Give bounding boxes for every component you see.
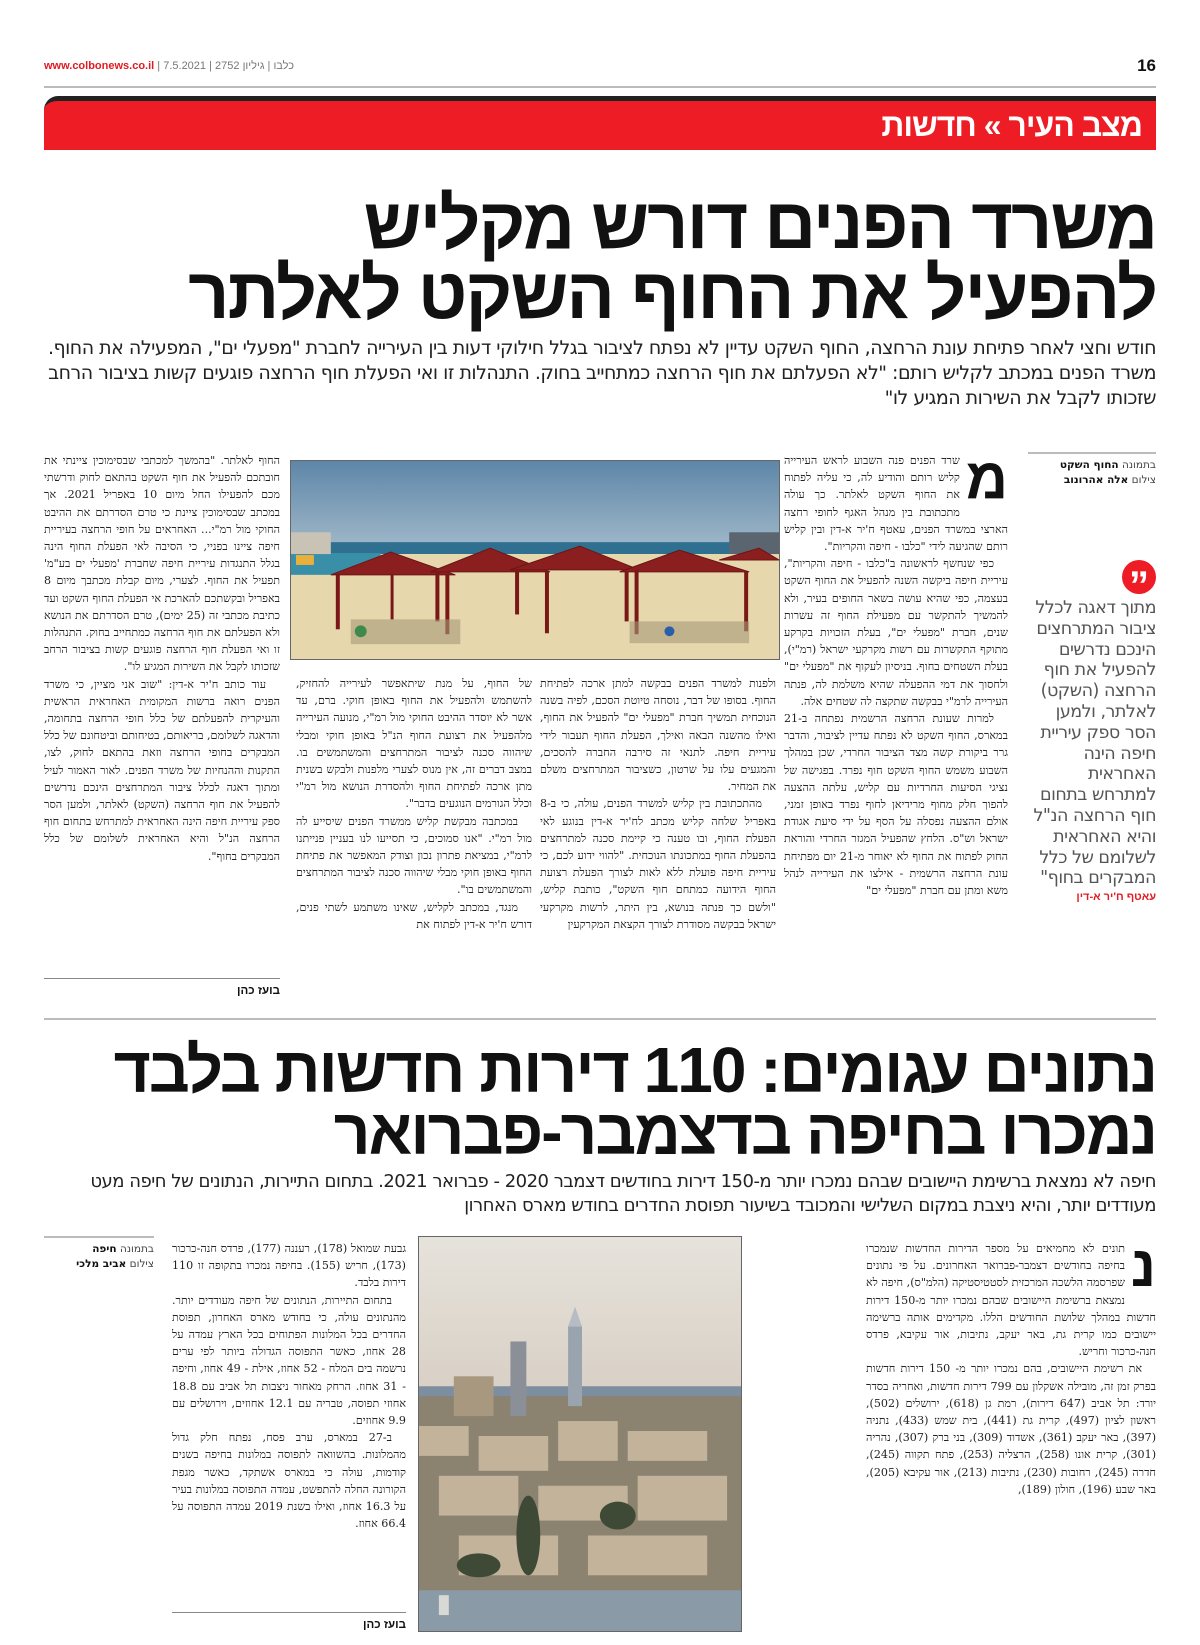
- caption-subject: חיפה: [92, 1243, 117, 1255]
- paragraph: החוף לאלתר. "בהמשך למכתבי שבסימוכין ציינתי את חובתכם להפעיל את חוף השקט בהתאם לחוק ודרשתי מכם להפעילו החל מיום 10 באפריל 2021. אך במכתב שבסימוכין ציינת כי טרם הסדרתם את ההיבט החוקי מול רמ"י... האחראים על חופי הרחצה בעיריית חיפה ציינו בפניי, כי הסיבה לאי הפעלת החוף הינה בגלל התנגדות עיריית חיפה שחברת 'מפעלי ים בע"מ' תפעיל את החוף. לצערי, מיום קבלת מכתבך מיום 8 באפריל ובקשתכם להארכת אי הפעלת החוף השקט ועד כתיבת מכתבי זה (25 ימים), טרם הסדרתם את הנושא ולא הפעלתם את חוף הרחצה כמתחייב בחוק. התנהלות זו ואי הפעלת חוף הרחצה פוגעים קשות בציבור הרחב שזכותו לקבל את השירות המגיע לו".: [44, 454, 280, 674]
- section-banner: [44, 96, 1156, 150]
- article1-headline-line1: משרד הפנים דורש מקליש: [363, 184, 1156, 264]
- paragraph: עוד כותב ח'יר א-דין: "שוב אני מציין, כי משרד הפנים רואה ברשות המקומית האחראית הראשית והעיקרית להפעלתם של כלל חופי הרחצה בתחומה, והדאגה לשלומם, בריאותם, בטיחותם וביטחונם של כלל המבקרים בחופי הרחצה וזאת בהתאם לחוק, לצו, התקנות וההנחיות של משרד הפנים. לאור האמור לעיל ומתוך דאגה לכלל ציבור המתרחצים הינכם נדרשים להפעיל את חוף הרחצה (השקט) לאלתר, ולמען הסר ספק עיריית חיפה הינה האחראית למתרחש בתחום חוף הרחצה הנ"ל והיא האחראית לשלומם של כלל המבקרים בחוף".: [44, 677, 280, 863]
- paragraph: ב-27 במארס, ערב פסח, נפתח חלק גדול מהמלונות. בהשוואה לתפוסה במלונות בחיפה בשנים קודמות, עולה כי במארס אשתקד, כאשר מגפת הקורונה החלה להתפשט, עמדה התפוסה במלונות בעיר על 16.3 אחוז, ואילו בשנת 2019 עמדה התפוסה על 66.4 אחוז.: [172, 1431, 406, 1531]
- site-url[interactable]: www.colbonews.co.il: [44, 60, 155, 72]
- issue-info: | כלבו | גיליון 2752 | 7.5.2021: [154, 60, 295, 72]
- article2-column-1: [866, 1240, 1156, 1635]
- pull-quote-text: מתוך דאגה לכלל ציבור המתרחצים הינכם נדרשים להפעיל את חוף הרחצה (השקט) לאלתר, ולמען הסר ספק עיריית חיפה הינה האחראית למתרחש בתחום חוף הרחצה הנ"ל והיא האחראית לשלומם של כלל המבקרים בחוף": [1033, 598, 1156, 889]
- paragraph: מהתכתובת בין קליש למשרד הפנים, עולה, כי ב-8 באפריל שלחה קליש מכתב לח'יר א-דין בנוגע לאי הפעלת החוף, ובו טענה כי קיימת סכנה למתרחצים בהפעלת החוף במתכונתו הנוכחית. "להווי ידוע לכם, כי עיריית חיפה פועלת ללא לאות לצורך הפעלת רצועת החוף הידועה כמתחם חוף השקט", כותבת קליש, "ולשם כך פנתה בנושא, בין היתר, לרשות מקרקעי ישראל בבקשה מסודרת לצורך הקצאת המקרקעין: [540, 797, 776, 931]
- haifa-photo: [418, 1236, 742, 1632]
- paragraph: מנגד, במכתב לקליש, שאינו משתמע לשתי פנים, דורש ח'יר א-דין לפתוח את: [296, 900, 532, 931]
- caption-label: בתמונה: [1121, 459, 1156, 471]
- drop-cap: מ: [965, 452, 1008, 511]
- page-header: [44, 56, 1156, 78]
- paragraph: כפי שנחשף לראשונה ב"כלבו - חיפה והקריות", עיריית חיפה ביקשה השנה להפעיל את החוף השקט בעצמה, כפי שהיא עושה בשאר החופים בעיר, ולא להמשיך להתקשר עם מפעילת החוף זה עשרות שנים, חברת "מפעלי ים", בעלת הזכויות בקרקע מתוקף התקשרות עם רשות מקרקעי ישראל (רמ"י), בעלת השטחים בחוף. בניסיון לעקוף את "מפעלי ים" ולחסוך את דמי ההפעלה שהיא משלמת לה, פנתה העירייה לרמ"י בבקשה שתקצה לה שטחים אלה.: [784, 557, 1008, 708]
- section-label: מצב העיר » חדשות: [881, 107, 1142, 143]
- drop-cap: נ: [1130, 1240, 1156, 1299]
- article1-deck: חודש וחצי לאחר פתיחת עונת הרחצה, החוף השקט עדיין לא נפתח לציבור בגלל חילוקי דעות בין העירייה לחברת "מפעלי ים", המפעילה את החוף. משרד הפנים במכתב לקליש רותם: "לא הפעלתם את חוף הרחצה כמתחייב בחוק. התנהלות זו ואי הפעלת חוף הרחצה פוגעים קשות בציבור הרחב שזכותו לקבל את השירות המגיע לו": [47, 337, 1156, 409]
- paragraph: של החוף, על מנת שיתאפשר לעירייה להחזיק, להשתמש ולהפעיל את החוף באופן חוקי. ברם, עד אשר לא יוסדר ההיבט החוקי מול רמ"י, מנועה העירייה מלהפעיל את רצועת החוף הנ"ל באופן חוקי ומבלי שיהווה סכנה לציבור המתרחצים והמשתמשים בו. במצב דברים זה, אין מנוס לצערי מלפנות ולבקש בשנית מתן ארכה לפתיחת החוף ולהסדרת הנושא מול רמ"י וכלל הגורמים הנוגעים בדבר".: [296, 677, 532, 811]
- paragraph: גבעת שמואל (178), רעננה (177), פרדס חנה-כרכור (173), חריש (155). בחיפה נמכרו בתקופה זו 110 דירות בלבד.: [172, 1242, 406, 1290]
- article1-column-1: [784, 452, 1008, 996]
- caption-label: צילום: [1131, 474, 1156, 486]
- article1-photo-caption: [1028, 452, 1156, 488]
- pull-quote-author: עאטף ח'יר א-דין: [1076, 891, 1156, 904]
- quote-mark-icon: ”: [1122, 560, 1156, 594]
- beach-image: [291, 461, 779, 659]
- article2-deck: חיפה לא נמצאת ברשימת היישובים שבהם נמכרו יותר מ-150 דירות בחודשים דצמבר 2020 - פברואר 2021. בתחום התיירות, הנתונים של חיפה מעט מעודדים יותר, והיא ניצבת במקום השלישי והמכובד בשיעור תפוסת החדרים בחודש מארס האחרון: [90, 1171, 1156, 1216]
- header-rule: [44, 86, 1156, 88]
- article2-photo-caption: [44, 1236, 154, 1272]
- haifa-cityscape-image: [419, 1237, 741, 1631]
- paragraph: את רשימת היישובים, בהם נמכרו יותר מ- 150 דירות חדשות בפרק זמן זה, מובילה אשקלון עם 799 דירות חדשות, ואחריה בסדר יורד: תל אביב (647 דירות), רמת גן (618), ירושלים (502), ראשון לציון (497), קרית גת (441), בית שמש (433), נתניה (397), באר יעקב (361), אשדוד (309), בני ברק (307), נהריה (301), קרית אונו (258), הרצליה (253), פתח תקווה (245), חדרה (245), רחובות (230), נתיבות (213), אור עקיבא (205), באר שבע (196), חולון (189),: [866, 1362, 1156, 1496]
- article1-column-2: [540, 675, 776, 995]
- article2-headline-line1: נתונים עגומים: 110 דירות חדשות בלבד: [113, 1034, 1156, 1106]
- paragraph: במכתבה מבקשת קליש ממשרד הפנים שיסייע לה מול רמ"י. "אנו סמוכים, כי תסייעו לנו בעניין פנייתנו לרמ"י, במציאת פתרון נכון וצודק המאפשר את פתיחת החוף באופן חוקי מבלי שיהווה סכנה לציבור המתרחצים והמשתמשים בו".: [296, 814, 532, 897]
- article1-column-3: [296, 675, 532, 995]
- article1-byline: בועז כהן: [44, 978, 280, 997]
- article2-byline: בועז כהן: [172, 1612, 406, 1631]
- beach-photo: [290, 460, 780, 660]
- article2-headline-line2: נמכרו בחיפה בדצמבר-פברואר: [333, 1096, 1156, 1168]
- caption-subject: החוף השקט: [1059, 459, 1119, 471]
- article1-headline-line2: להפעיל את החוף השקט לאלתר: [188, 254, 1156, 334]
- caption-photographer: אלה אהרונוב: [1063, 474, 1129, 486]
- article1-column-4: [44, 452, 280, 974]
- paragraph: ולפנות למשרד הפנים בבקשה למתן ארכה לפתיחת החוף. בסופו של דבר, נוסחה טיוטת הסכם, לפיה בשנה הנוכחית תמשיך חברת "מפעלי ים" להפעיל את החוף, ואילו מהשנה הבאה ואילך, הפעלת החוף תעבור לידי עיריית חיפה. לתנאי זה סירבה החברה להסכים, והמגעים עלו על שרטון, כשציבור המתרחצים משלם את המחיר.: [540, 677, 776, 794]
- paragraph: שרד הפנים פנה השבוע לראש העירייה קליש רותם והודיע לה, כי עליה לפתוח את החוף השקט לאלתר. כך עולה מתכתובת בין מנהל האגף לחופי רחצה הארצי במשרד הפנים, עאטף ח'יר א-דין ובין קליש רותם שהגיעה לידי "כלבו - חיפה והקריות".: [784, 454, 1008, 554]
- caption-photographer: אביב מלכי: [76, 1258, 127, 1270]
- paragraph: תונים לא מחמיאים על מספר הדירות החדשות שנמכרו בחיפה בחודשים דצמבר-פברואר האחרונים. על פי נתונים שפרסמה הלשכה המרכזית לסטטיסטיקה (הלמ"ס), חיפה לא נמצאת ברשימת היישובים שבהם נמכרו יותר מ-150 דירות חדשות במהלך שלושת החודשים הללו. מקדימים אותה ברשימה יישובים כמו קרית גת, באר יעקב, נתיבות, אור עקיבא, פרדס חנה-כרכור וחריש.: [866, 1242, 1156, 1359]
- pull-quote: [1028, 560, 1156, 903]
- paragraph: בתחום התיירות, הנתונים של חיפה מעודדים יותר. מהנתונים עולה, כי בחודש מארס האחרון, תפוסת החדרים בכל המלונות הפתוחים בכל הארץ עמדה על 28 אחוז, כאשר התפוסה הגדולה ביותר לפי ערים נרשמה בים המלח - 52 אחוז, אילת - 49 אחוז, וחיפה - 31 אחוז. הרחק מאחור ניצבות תל אביב עם 18.8 אחוזי תפוסה, טבריה עם 12.1 אחוזים, וירושלים עם 9.9 אחוזים.: [172, 1293, 406, 1428]
- page-number: 16: [1137, 56, 1156, 75]
- issue-meta: [44, 60, 294, 72]
- article-divider: [44, 1018, 1156, 1020]
- caption-label: בתמונה: [119, 1243, 154, 1255]
- paragraph: למרות שעונת הרחצה הרשמית נפתחה ב-21 במארס, החוף השקט לא נפתח עדיין לציבור, והדבר גרר ביקורת קשה מצד הציבור החרדי, שכן במהלך השבוע משמש החוף השקט חוף נפרד. בפגישה של נציגי הסיעות החרדיות עם קליש, עלתה ההצעה להפוך חלק מחוף מרידיאן לחוף נפרד באופן זמני, אולם ההצעה נפסלה על הסף על ידי סיעת אגודת ישראל וש"ס. הלחץ שהפעיל המגזר החרדי והוראת החוק לפתוח את החוף לא יאוחר מ-21 יום מפתיחת עונת הרחצה הרשמית - אילצו את העירייה לנהל משא ומתן עם חברת "מפעלי ים": [784, 712, 1008, 898]
- caption-label: צילום: [129, 1258, 154, 1270]
- article2-column-2: [172, 1240, 406, 1600]
